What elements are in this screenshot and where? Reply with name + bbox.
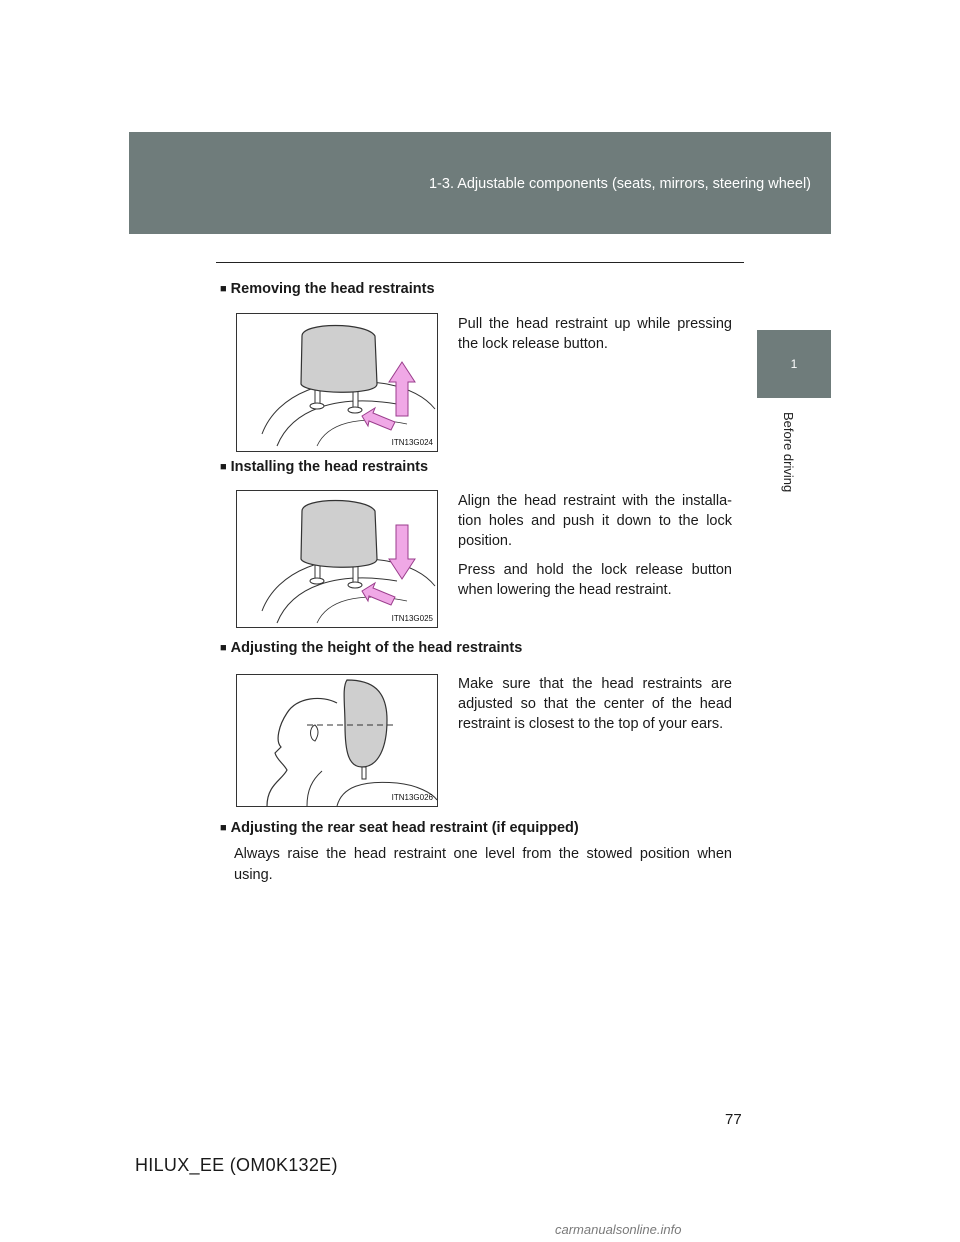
figure-code: ITN13G025 — [391, 614, 433, 623]
heading-removing: ■ Removing the head restraints — [220, 281, 435, 297]
text-rear-seat: Always raise the head restraint one level from the stowed position when using. — [234, 846, 732, 883]
bullet-icon: ■ — [220, 822, 227, 834]
text-adjusting-height: Make sure that the head restraints are adjusted so that the center of the head restraint is closest to the top of your ears. — [458, 676, 732, 732]
bullet-icon: ■ — [220, 283, 227, 295]
text-installing: Align the head restraint with the installa-tion holes and push it down to the lock position. Press and hold the lock release button when lowering the head restraint. — [458, 493, 732, 598]
header-band — [129, 132, 831, 234]
heading-adjusting-height: ■ Adjusting the height of the head restraints — [220, 640, 523, 656]
page-number: 77 — [725, 1111, 742, 1128]
text-removing: Pull the head restraint up while pressing the lock release button. — [458, 316, 732, 352]
model-code: HILUX_EE (OM0K132E) — [135, 1155, 338, 1175]
figure-adjusting-height — [236, 674, 438, 807]
figure-code: ITN13G024 — [391, 438, 433, 447]
chapter-label: Before driving — [781, 412, 796, 493]
figure-installing — [236, 490, 438, 628]
bullet-icon: ■ — [220, 642, 227, 654]
chapter-tab[interactable] — [757, 330, 831, 398]
heading-rear-seat: ■ Adjusting the rear seat head restraint (if equipped) — [220, 820, 579, 836]
chapter-number: 1 — [790, 357, 798, 371]
bullet-icon: ■ — [220, 461, 227, 473]
figure-removing — [236, 313, 438, 452]
section-title: 1-3. Adjustable components (seats, mirrors, steering wheel) — [428, 176, 811, 192]
top-rule — [216, 262, 744, 263]
figure-code: ITN13G026 — [391, 793, 433, 802]
watermark[interactable]: carmanualsonline.info — [555, 1222, 682, 1237]
heading-installing: ■ Installing the head restraints — [220, 459, 429, 475]
